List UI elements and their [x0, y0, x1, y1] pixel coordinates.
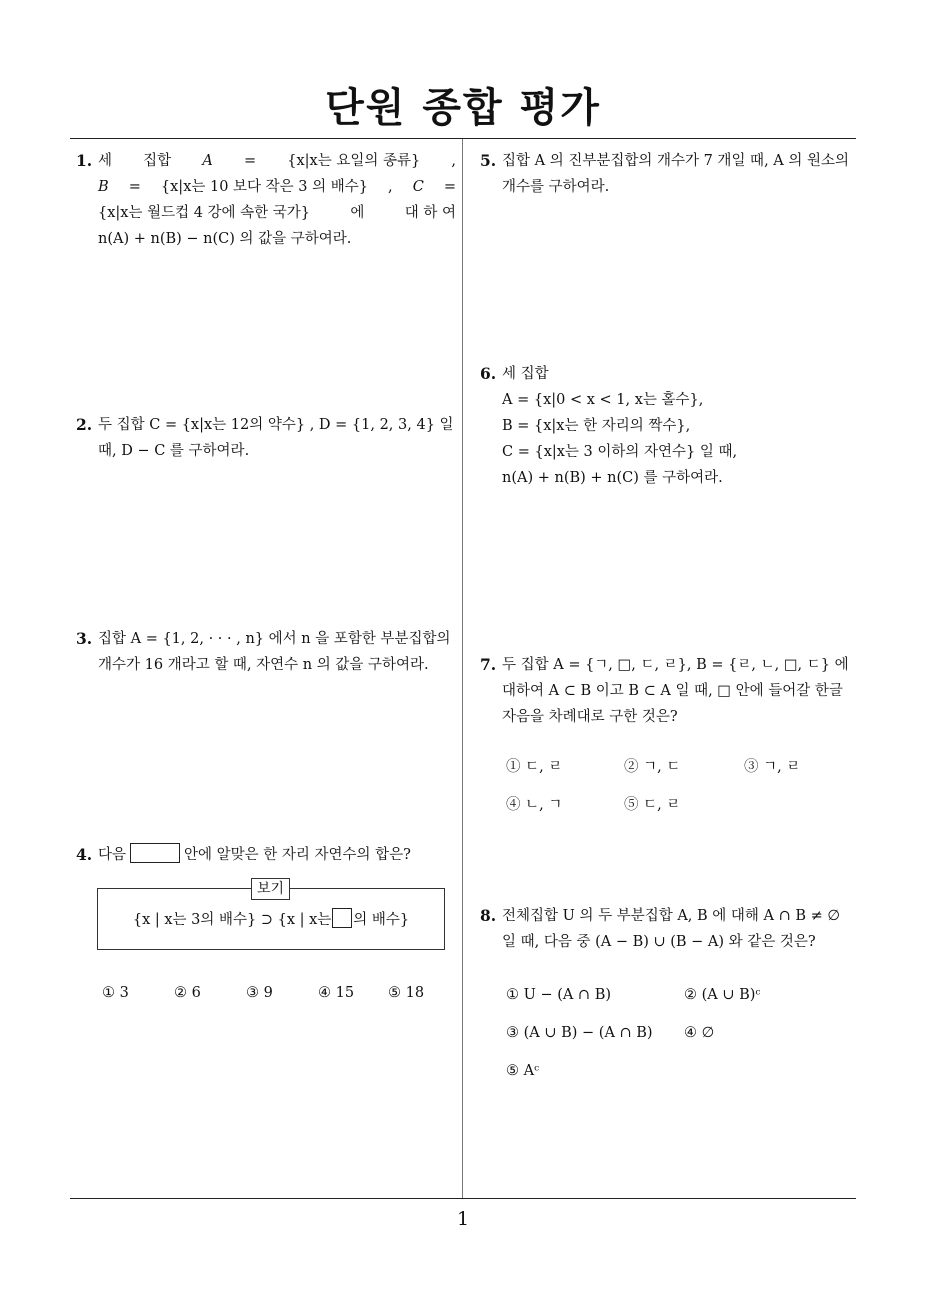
- top-rule: [70, 138, 856, 139]
- question-line: 전체집합 U 의 두 부분집합 A, B 에 대해 A ∩ B ≠ ∅: [502, 908, 841, 924]
- column-divider: [462, 139, 463, 1198]
- text-segment: ,: [451, 153, 456, 169]
- text-segment: B: [98, 179, 109, 195]
- text-segment: ,: [388, 179, 393, 195]
- question-3: [76, 626, 456, 678]
- text-segment: 의 배수}: [353, 912, 410, 928]
- question-body: [98, 148, 456, 252]
- choice-4[interactable]: ④ ㄴ, ㄱ: [506, 797, 563, 813]
- question-body: [98, 842, 456, 868]
- question-6: [480, 361, 860, 491]
- question-line: [98, 200, 456, 226]
- choice-4[interactable]: ④ ∅: [684, 1025, 715, 1041]
- text-segment: 집합: [143, 153, 172, 169]
- question-line: 두 집합 C = {x|x는 12의 약수} , D = {1, 2, 3, 4} 일: [98, 417, 454, 433]
- choice-3[interactable]: ③ (A ∪ B) − (A ∩ B): [506, 1025, 653, 1041]
- text-segment: =: [128, 179, 141, 195]
- choice-5[interactable]: ⑤ 18: [388, 985, 425, 1001]
- choice-1[interactable]: ① 3: [102, 985, 129, 1001]
- choice-1[interactable]: ① ㄷ, ㄹ: [506, 759, 563, 775]
- answer-blank-box: [130, 843, 180, 863]
- question-body: [98, 412, 456, 464]
- question-line: B = {x|x는 한 자리의 짝수},: [502, 418, 691, 434]
- question-line: 두 집합 A = {ㄱ, □, ㄷ, ㄹ}, B = {ㄹ, ㄴ, □, ㄷ} 에: [502, 657, 849, 673]
- choice-3[interactable]: ③ 9: [246, 985, 273, 1001]
- question-5: [480, 148, 860, 200]
- question-7: [480, 652, 860, 813]
- question-number: 3.: [76, 629, 93, 648]
- question-1: [76, 148, 456, 252]
- question-body: [502, 361, 860, 491]
- question-line: n(A) + n(B) + n(C) 를 구하여라.: [502, 470, 723, 486]
- question-line: [98, 174, 456, 200]
- text-segment: =: [243, 153, 257, 169]
- question-line: 때, D − C 를 구하여라.: [98, 443, 250, 459]
- text-segment: {x|x는 요일의 종류}: [287, 153, 421, 169]
- answer-blank-box: [332, 908, 352, 928]
- page-number: 1: [456, 1208, 470, 1230]
- question-body: [502, 652, 860, 730]
- question-line: [98, 148, 456, 174]
- question-2: [76, 412, 456, 464]
- question-4: [76, 842, 456, 1001]
- question-number: 8.: [480, 906, 497, 925]
- choice-2[interactable]: ② (A ∪ B)ᶜ: [684, 987, 761, 1003]
- text-segment: 세: [98, 153, 113, 169]
- question-number: 2.: [76, 415, 93, 434]
- text-segment: 에: [350, 205, 365, 221]
- question-body: [98, 626, 456, 678]
- question-number: 5.: [480, 151, 497, 170]
- question-line: C = {x|x는 3 이하의 자연수} 일 때,: [502, 444, 738, 460]
- choice-5[interactable]: ⑤ Aᶜ: [506, 1063, 540, 1079]
- question-line: [98, 842, 456, 868]
- question-line: 개수를 구하여라.: [502, 179, 610, 195]
- text-segment: {x|x는 월드컵 4 강에 속한 국가}: [98, 205, 311, 221]
- question-line: A = {x|0 < x < 1, x는 홀수},: [502, 392, 704, 408]
- question-number: 7.: [480, 655, 497, 674]
- text-segment: A: [202, 153, 213, 169]
- question-line: n(A) + n(B) − n(C) 의 값을 구하여라.: [98, 231, 352, 247]
- question-number: 6.: [480, 364, 497, 383]
- question-line: 집합 A = {1, 2, · · · , n} 에서 n 을 포함한 부분집합의: [98, 631, 451, 647]
- text-segment: 다음: [98, 847, 127, 863]
- question-line: 일 때, 다음 중 (A − B) ∪ (B − A) 와 같은 것은?: [502, 934, 816, 950]
- question-body: [502, 903, 860, 955]
- text-segment: {x|x는 10 보다 작은 3 의 배수}: [160, 179, 368, 195]
- choice-4[interactable]: ④ 15: [318, 985, 355, 1001]
- choice-5[interactable]: ⑤ ㄷ, ㄹ: [624, 797, 681, 813]
- question-number: 1.: [76, 151, 93, 170]
- page-title: 단원 종합 평가: [325, 85, 601, 131]
- question-number: 4.: [76, 845, 93, 864]
- question-line: 자음을 차례대로 구한 것은?: [502, 709, 678, 725]
- question-line: 개수가 16 개라고 할 때, 자연수 n 의 값을 구하여라.: [98, 657, 429, 673]
- text-segment: =: [443, 179, 456, 195]
- text-segment: {x | x는 3의 배수} ⊃ {x | x는: [132, 912, 332, 928]
- choice-2[interactable]: ② ㄱ, ㄷ: [624, 759, 681, 775]
- question-line: 세 집합: [502, 366, 549, 382]
- choice-1[interactable]: ① U − (A ∩ B): [506, 987, 612, 1003]
- question-8: [480, 903, 860, 1079]
- text-segment: 안에 알맞은 한 자리 자연수의 합은?: [184, 847, 411, 863]
- example-box-content: [98, 907, 444, 933]
- question-body: [502, 148, 860, 200]
- question-line: 대하여 A ⊂ B 이고 B ⊂ A 일 때, □ 안에 들어갈 한글: [502, 683, 843, 699]
- example-box-label: 보기: [251, 878, 290, 900]
- choice-3[interactable]: ③ ㄱ, ㄹ: [744, 759, 801, 775]
- example-box: [97, 881, 445, 950]
- question-line: 집합 A 의 진부분집합의 개수가 7 개일 때, A 의 원소의: [502, 153, 849, 169]
- choice-2[interactable]: ② 6: [174, 985, 201, 1001]
- bottom-rule: [70, 1198, 856, 1199]
- text-segment: C: [412, 179, 424, 195]
- text-segment: 대 하 여: [404, 205, 456, 221]
